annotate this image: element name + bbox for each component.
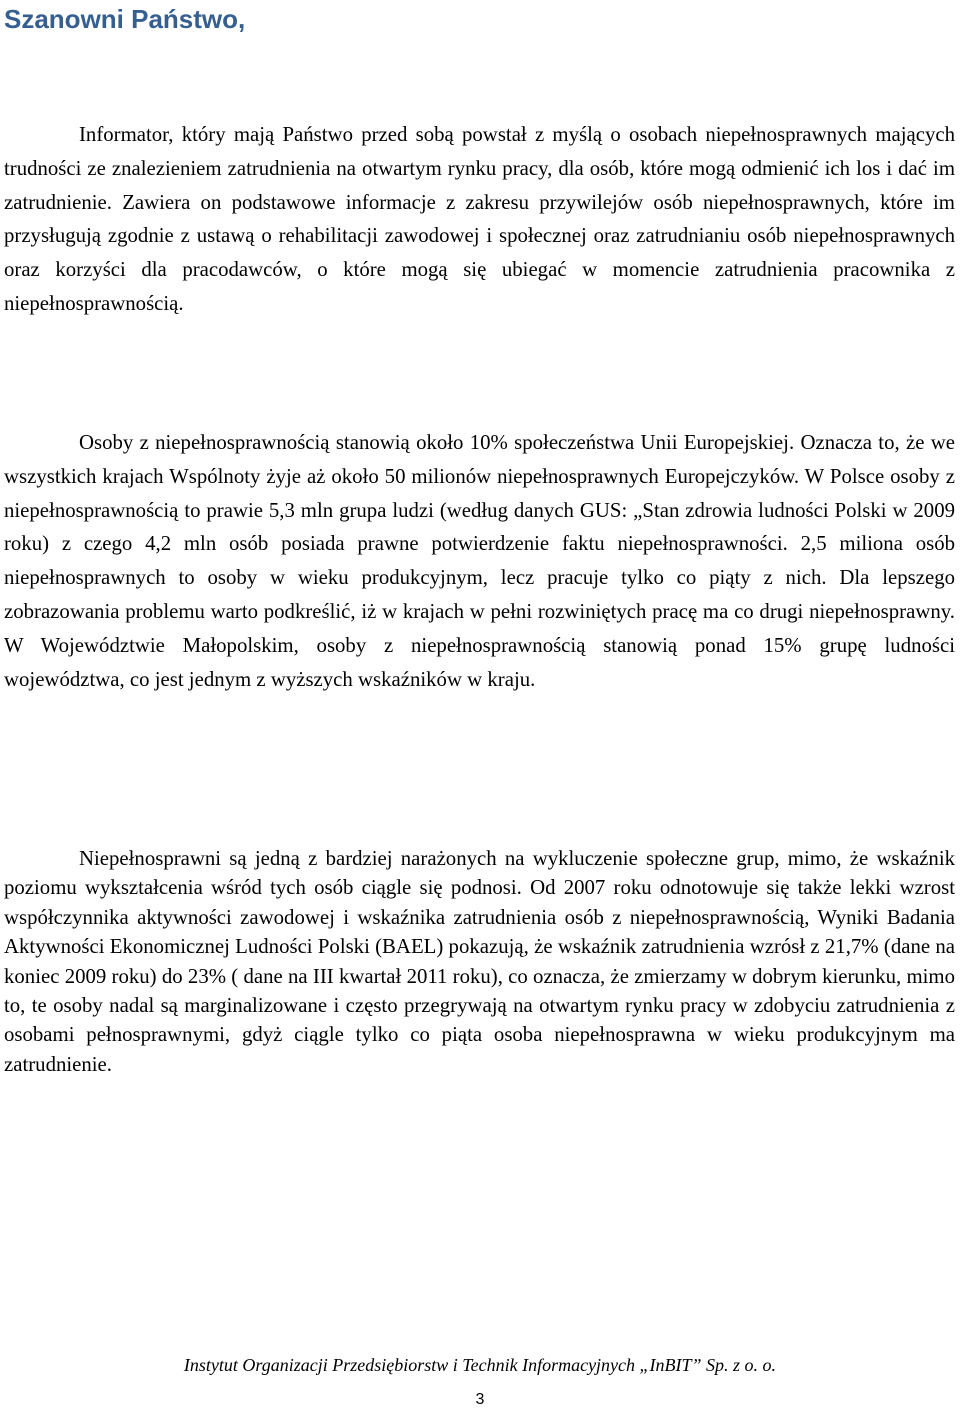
page-heading: Szanowni Państwo, <box>4 4 246 34</box>
page-footer <box>0 1354 960 1376</box>
footer-institution: Instytut Organizacji Przedsiębiorstw i Technik Informacyjnych „InBIT” Sp. z o. o. <box>183 1355 777 1375</box>
paragraph-employment: Niepełnosprawni są jedną z bardziej narażonych na wykluczenie społeczne grup, mimo, że wskaźnik poziomu wykształcenia wśród tych osób ciągle się podnosi. Od 2007 roku odnotowuje się także lekki wzrost współczynnika aktywności zawodowej i wskaźnika zatrudnienia osób z niepełnosprawnością, Wyniki Badania Aktywności Ekonomicznej Ludności Polski (BAEL) pokazują, że wskaźnik zatrudnienia wzrósł z 21,7% (dane na koniec 2009 roku) do 23% ( dane na III kwartał 2011 roku), co oznacza, że zmierzamy w dobrym kierunku, mimo to, te osoby nadal są marginalizowane i często przegrywają na otwartym rynku pracy w zdobyciu zatrudnienia z osobami pełnosprawnymi, gdyż ciągle tylko co piąta osoba niepełnosprawna w wieku produkcyjnym ma zatrudnienie. <box>4 847 955 1076</box>
paragraph-intro: Informator, który mają Państwo przed sobą powstał z myślą o osobach niepełnosprawnych mających trudności ze znalezieniem zatrudnienia na otwartym rynku pracy, dla osób, które mogą odmienić ich los i dać im zatrudnienie. Zawiera on podstawowe informacje z zakresu przywilejów osób niepełnosprawnych, które im przysługują zgodnie z ustawą o rehabilitacji zawodowej i społecznej oraz zatrudnianiu osób niepełnosprawnych oraz korzyści dla pracodawców, o które mogą się ubiegać w momencie zatrudnienia pracownika z niepełnosprawnością. <box>4 123 955 315</box>
paragraph-statistics: Osoby z niepełnosprawnością stanowią około 10% społeczeństwa Unii Europejskiej. Oznacza to, że we wszystkich krajach Wspólnoty żyje aż około 50 milionów niepełnosprawnych Europejczyków. W Polsce osoby z niepełnosprawnością to prawie 5,3 mln grupa ludzi (według danych GUS: „Stan zdrowia ludności Polski w 2009 roku) z czego 4,2 mln osób posiada prawne potwierdzenie faktu niepełnosprawności. 2,5 miliona osób niepełnosprawnych to osoby w wieku produkcyjnym, lecz pracuje tylko co piąty z nich. Dla lepszego zobrazowania problemu warto podkreślić, iż w krajach w pełni rozwiniętych pracę ma co drugi niepełnosprawny. W Województwie Małopolskim, osoby z niepełnosprawnością stanowią ponad 15% grupę ludności województwa, co jest jednym z wyższych wskaźników w kraju. <box>4 431 955 691</box>
page-number: 3 <box>475 1391 485 1408</box>
